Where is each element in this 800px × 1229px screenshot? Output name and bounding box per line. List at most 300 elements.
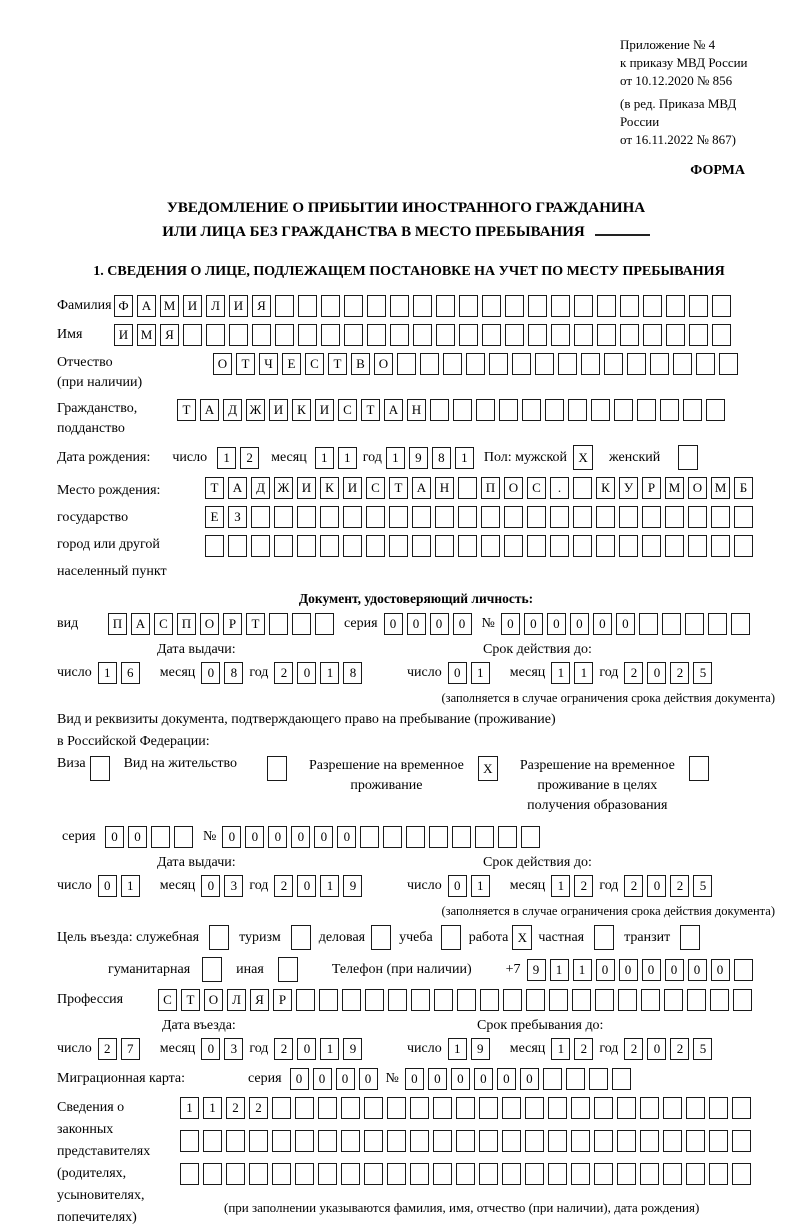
char-cell[interactable]: 0 — [297, 875, 316, 897]
char-cell[interactable] — [528, 295, 547, 317]
char-cell[interactable]: 0 — [451, 1068, 470, 1090]
char-cell[interactable]: 9 — [527, 959, 546, 981]
char-cell[interactable]: Д — [251, 477, 270, 499]
char-cell[interactable] — [502, 1130, 521, 1152]
char-cell[interactable] — [732, 1163, 751, 1185]
char-cell[interactable] — [683, 399, 702, 421]
char-cell[interactable] — [458, 477, 477, 499]
char-cell[interactable] — [297, 506, 316, 528]
char-cell[interactable]: 0 — [359, 1068, 378, 1090]
char-cell[interactable]: М — [137, 324, 156, 346]
char-cell[interactable] — [275, 324, 294, 346]
char-cell[interactable]: А — [228, 477, 247, 499]
char-cell[interactable] — [502, 1097, 521, 1119]
char-cell[interactable] — [456, 1130, 475, 1152]
char-cell[interactable]: И — [114, 324, 133, 346]
char-cell[interactable] — [594, 1163, 613, 1185]
char-cell[interactable] — [733, 989, 752, 1011]
char-cell[interactable]: 1 — [217, 447, 236, 469]
char-cell[interactable] — [203, 1130, 222, 1152]
char-cell[interactable] — [410, 1130, 429, 1152]
char-cell[interactable]: 0 — [593, 613, 612, 635]
char-cell[interactable] — [663, 1097, 682, 1119]
char-cell[interactable] — [604, 353, 623, 375]
char-cell[interactable]: М — [665, 477, 684, 499]
char-cell[interactable]: 2 — [249, 1097, 268, 1119]
char-cell[interactable]: 2 — [624, 662, 643, 684]
char-cell[interactable] — [706, 399, 725, 421]
char-cell[interactable] — [627, 353, 646, 375]
char-cell[interactable] — [412, 506, 431, 528]
char-cell[interactable] — [275, 295, 294, 317]
char-cell[interactable]: 0 — [245, 826, 264, 848]
char-cell[interactable] — [343, 535, 362, 557]
char-cell[interactable] — [226, 1163, 245, 1185]
char-cell[interactable]: С — [305, 353, 324, 375]
char-cell[interactable] — [711, 535, 730, 557]
char-cell[interactable] — [660, 399, 679, 421]
char-cell[interactable]: Л — [206, 295, 225, 317]
char-cell[interactable]: 1 — [551, 1038, 570, 1060]
char-cell[interactable] — [617, 1097, 636, 1119]
char-cell[interactable] — [249, 1130, 268, 1152]
char-cell[interactable]: Р — [223, 613, 242, 635]
char-cell[interactable] — [453, 399, 472, 421]
char-cell[interactable] — [545, 399, 564, 421]
purpose-business-checkbox[interactable] — [371, 925, 391, 950]
char-cell[interactable] — [272, 1097, 291, 1119]
char-cell[interactable] — [499, 399, 518, 421]
char-cell[interactable] — [412, 535, 431, 557]
char-cell[interactable]: К — [292, 399, 311, 421]
char-cell[interactable] — [643, 295, 662, 317]
char-cell[interactable] — [456, 1097, 475, 1119]
char-cell[interactable]: Я — [252, 295, 271, 317]
char-cell[interactable] — [662, 613, 681, 635]
char-cell[interactable] — [433, 1097, 452, 1119]
char-cell[interactable] — [527, 506, 546, 528]
char-cell[interactable]: Д — [223, 399, 242, 421]
char-cell[interactable] — [251, 506, 270, 528]
char-cell[interactable] — [550, 535, 569, 557]
char-cell[interactable] — [433, 1163, 452, 1185]
char-cell[interactable]: Т — [236, 353, 255, 375]
char-cell[interactable]: З — [228, 506, 247, 528]
char-cell[interactable] — [479, 1130, 498, 1152]
char-cell[interactable]: 0 — [711, 959, 730, 981]
char-cell[interactable] — [620, 295, 639, 317]
char-cell[interactable]: М — [711, 477, 730, 499]
char-cell[interactable] — [640, 1097, 659, 1119]
char-cell[interactable]: В — [351, 353, 370, 375]
char-cell[interactable] — [366, 506, 385, 528]
char-cell[interactable] — [666, 295, 685, 317]
char-cell[interactable]: 0 — [448, 875, 467, 897]
char-cell[interactable]: 0 — [291, 826, 310, 848]
char-cell[interactable]: 2 — [624, 875, 643, 897]
char-cell[interactable] — [475, 826, 494, 848]
char-cell[interactable]: 1 — [471, 875, 490, 897]
char-cell[interactable] — [344, 324, 363, 346]
char-cell[interactable] — [596, 506, 615, 528]
char-cell[interactable]: 1 — [320, 1038, 339, 1060]
char-cell[interactable] — [687, 989, 706, 1011]
char-cell[interactable] — [298, 324, 317, 346]
char-cell[interactable]: 0 — [384, 613, 403, 635]
char-cell[interactable] — [731, 613, 750, 635]
char-cell[interactable] — [535, 353, 554, 375]
char-cell[interactable]: 0 — [336, 1068, 355, 1090]
char-cell[interactable] — [420, 353, 439, 375]
char-cell[interactable] — [252, 324, 271, 346]
char-cell[interactable] — [272, 1163, 291, 1185]
char-cell[interactable] — [295, 1130, 314, 1152]
char-cell[interactable]: 9 — [343, 875, 362, 897]
char-cell[interactable] — [274, 506, 293, 528]
char-cell[interactable] — [614, 399, 633, 421]
char-cell[interactable] — [366, 535, 385, 557]
char-cell[interactable] — [387, 1097, 406, 1119]
char-cell[interactable]: 2 — [274, 875, 293, 897]
char-cell[interactable] — [480, 989, 499, 1011]
char-cell[interactable]: Б — [734, 477, 753, 499]
char-cell[interactable]: 0 — [642, 959, 661, 981]
char-cell[interactable] — [360, 826, 379, 848]
char-cell[interactable]: 0 — [98, 875, 117, 897]
char-cell[interactable] — [551, 295, 570, 317]
char-cell[interactable]: 2 — [98, 1038, 117, 1060]
char-cell[interactable]: 0 — [105, 826, 124, 848]
char-cell[interactable] — [597, 295, 616, 317]
char-cell[interactable]: 2 — [670, 875, 689, 897]
char-cell[interactable] — [502, 1163, 521, 1185]
char-cell[interactable]: Т — [328, 353, 347, 375]
char-cell[interactable] — [709, 1130, 728, 1152]
char-cell[interactable] — [292, 613, 311, 635]
char-cell[interactable] — [206, 324, 225, 346]
char-cell[interactable] — [388, 989, 407, 1011]
char-cell[interactable] — [459, 295, 478, 317]
char-cell[interactable]: 1 — [471, 662, 490, 684]
sex-female-checkbox[interactable] — [678, 445, 698, 470]
char-cell[interactable] — [642, 535, 661, 557]
char-cell[interactable] — [320, 535, 339, 557]
char-cell[interactable]: А — [412, 477, 431, 499]
char-cell[interactable] — [591, 399, 610, 421]
char-cell[interactable]: С — [527, 477, 546, 499]
char-cell[interactable]: 0 — [501, 613, 520, 635]
char-cell[interactable] — [341, 1097, 360, 1119]
char-cell[interactable]: Е — [282, 353, 301, 375]
char-cell[interactable] — [318, 1097, 337, 1119]
char-cell[interactable]: С — [338, 399, 357, 421]
char-cell[interactable]: 1 — [448, 1038, 467, 1060]
char-cell[interactable] — [525, 1130, 544, 1152]
char-cell[interactable] — [406, 826, 425, 848]
char-cell[interactable] — [612, 1068, 631, 1090]
char-cell[interactable] — [367, 295, 386, 317]
char-cell[interactable] — [229, 324, 248, 346]
char-cell[interactable] — [566, 1068, 585, 1090]
char-cell[interactable] — [435, 535, 454, 557]
char-cell[interactable] — [503, 989, 522, 1011]
visa-checkbox[interactable] — [90, 756, 110, 781]
char-cell[interactable]: О — [504, 477, 523, 499]
char-cell[interactable]: 0 — [616, 613, 635, 635]
char-cell[interactable]: И — [183, 295, 202, 317]
char-cell[interactable]: 0 — [313, 1068, 332, 1090]
char-cell[interactable] — [686, 1163, 705, 1185]
char-cell[interactable]: О — [213, 353, 232, 375]
char-cell[interactable] — [482, 324, 501, 346]
char-cell[interactable]: 1 — [180, 1097, 199, 1119]
char-cell[interactable] — [429, 826, 448, 848]
char-cell[interactable] — [203, 1163, 222, 1185]
char-cell[interactable] — [596, 535, 615, 557]
char-cell[interactable] — [343, 506, 362, 528]
char-cell[interactable] — [639, 613, 658, 635]
char-cell[interactable] — [673, 353, 692, 375]
char-cell[interactable] — [665, 535, 684, 557]
char-cell[interactable] — [573, 477, 592, 499]
char-cell[interactable] — [619, 535, 638, 557]
char-cell[interactable]: 0 — [524, 613, 543, 635]
char-cell[interactable]: 0 — [201, 1038, 220, 1060]
char-cell[interactable]: Р — [273, 989, 292, 1011]
char-cell[interactable] — [251, 535, 270, 557]
char-cell[interactable]: Я — [160, 324, 179, 346]
char-cell[interactable]: 0 — [520, 1068, 539, 1090]
char-cell[interactable]: 2 — [274, 662, 293, 684]
char-cell[interactable]: М — [160, 295, 179, 317]
char-cell[interactable]: 0 — [570, 613, 589, 635]
char-cell[interactable] — [226, 1130, 245, 1152]
char-cell[interactable]: 0 — [647, 875, 666, 897]
char-cell[interactable] — [297, 535, 316, 557]
char-cell[interactable]: 0 — [619, 959, 638, 981]
char-cell[interactable]: 9 — [471, 1038, 490, 1060]
char-cell[interactable] — [512, 353, 531, 375]
char-cell[interactable]: Л — [227, 989, 246, 1011]
char-cell[interactable] — [712, 295, 731, 317]
char-cell[interactable]: 1 — [551, 875, 570, 897]
char-cell[interactable] — [522, 399, 541, 421]
char-cell[interactable]: К — [320, 477, 339, 499]
char-cell[interactable] — [456, 1163, 475, 1185]
char-cell[interactable] — [479, 1097, 498, 1119]
char-cell[interactable]: И — [343, 477, 362, 499]
char-cell[interactable]: 8 — [224, 662, 243, 684]
char-cell[interactable] — [249, 1163, 268, 1185]
char-cell[interactable] — [433, 1130, 452, 1152]
char-cell[interactable]: 5 — [693, 662, 712, 684]
char-cell[interactable] — [650, 353, 669, 375]
char-cell[interactable]: 1 — [550, 959, 569, 981]
char-cell[interactable] — [710, 989, 729, 1011]
char-cell[interactable] — [390, 324, 409, 346]
char-cell[interactable] — [228, 535, 247, 557]
char-cell[interactable] — [550, 506, 569, 528]
char-cell[interactable] — [595, 989, 614, 1011]
char-cell[interactable]: 1 — [320, 875, 339, 897]
char-cell[interactable] — [413, 295, 432, 317]
char-cell[interactable]: Т — [177, 399, 196, 421]
char-cell[interactable] — [548, 1130, 567, 1152]
char-cell[interactable] — [581, 353, 600, 375]
char-cell[interactable] — [430, 399, 449, 421]
char-cell[interactable]: П — [177, 613, 196, 635]
char-cell[interactable] — [685, 613, 704, 635]
char-cell[interactable]: Т — [389, 477, 408, 499]
char-cell[interactable] — [458, 535, 477, 557]
char-cell[interactable] — [525, 1163, 544, 1185]
char-cell[interactable] — [571, 1130, 590, 1152]
char-cell[interactable]: Т — [181, 989, 200, 1011]
char-cell[interactable] — [549, 989, 568, 1011]
char-cell[interactable] — [318, 1130, 337, 1152]
char-cell[interactable] — [619, 506, 638, 528]
char-cell[interactable] — [436, 324, 455, 346]
char-cell[interactable]: С — [154, 613, 173, 635]
char-cell[interactable]: С — [366, 477, 385, 499]
char-cell[interactable] — [295, 1097, 314, 1119]
char-cell[interactable]: 8 — [432, 447, 451, 469]
char-cell[interactable] — [719, 353, 738, 375]
char-cell[interactable]: 2 — [670, 662, 689, 684]
char-cell[interactable] — [321, 295, 340, 317]
char-cell[interactable]: Н — [407, 399, 426, 421]
char-cell[interactable]: 1 — [121, 875, 140, 897]
char-cell[interactable]: Е — [205, 506, 224, 528]
char-cell[interactable] — [315, 613, 334, 635]
char-cell[interactable]: Я — [250, 989, 269, 1011]
char-cell[interactable]: 0 — [665, 959, 684, 981]
char-cell[interactable] — [573, 535, 592, 557]
char-cell[interactable]: 0 — [430, 613, 449, 635]
char-cell[interactable]: 2 — [574, 875, 593, 897]
char-cell[interactable] — [504, 535, 523, 557]
char-cell[interactable] — [732, 1130, 751, 1152]
char-cell[interactable]: Т — [205, 477, 224, 499]
char-cell[interactable] — [389, 506, 408, 528]
char-cell[interactable] — [365, 989, 384, 1011]
char-cell[interactable]: Р — [642, 477, 661, 499]
purpose-private-checkbox[interactable] — [594, 925, 614, 950]
char-cell[interactable]: 1 — [315, 447, 334, 469]
char-cell[interactable] — [548, 1097, 567, 1119]
char-cell[interactable] — [548, 1163, 567, 1185]
char-cell[interactable]: И — [297, 477, 316, 499]
char-cell[interactable]: 1 — [386, 447, 405, 469]
char-cell[interactable] — [459, 324, 478, 346]
char-cell[interactable]: 8 — [343, 662, 362, 684]
char-cell[interactable] — [504, 506, 523, 528]
char-cell[interactable] — [734, 959, 753, 981]
char-cell[interactable] — [458, 506, 477, 528]
char-cell[interactable]: . — [550, 477, 569, 499]
char-cell[interactable] — [476, 399, 495, 421]
char-cell[interactable]: 1 — [551, 662, 570, 684]
char-cell[interactable] — [558, 353, 577, 375]
char-cell[interactable] — [525, 1097, 544, 1119]
char-cell[interactable]: 2 — [240, 447, 259, 469]
char-cell[interactable]: 1 — [574, 662, 593, 684]
char-cell[interactable] — [180, 1163, 199, 1185]
char-cell[interactable] — [640, 1130, 659, 1152]
char-cell[interactable] — [389, 535, 408, 557]
char-cell[interactable] — [618, 989, 637, 1011]
char-cell[interactable] — [174, 826, 193, 848]
char-cell[interactable]: 0 — [474, 1068, 493, 1090]
char-cell[interactable] — [689, 324, 708, 346]
char-cell[interactable] — [689, 295, 708, 317]
char-cell[interactable]: К — [596, 477, 615, 499]
char-cell[interactable] — [696, 353, 715, 375]
char-cell[interactable] — [457, 989, 476, 1011]
char-cell[interactable] — [364, 1163, 383, 1185]
char-cell[interactable]: 9 — [343, 1038, 362, 1060]
char-cell[interactable] — [321, 324, 340, 346]
char-cell[interactable] — [637, 399, 656, 421]
char-cell[interactable]: Т — [246, 613, 265, 635]
char-cell[interactable]: И — [315, 399, 334, 421]
purpose-humanitarian-checkbox[interactable] — [202, 957, 222, 982]
char-cell[interactable]: О — [200, 613, 219, 635]
char-cell[interactable] — [528, 324, 547, 346]
char-cell[interactable]: О — [688, 477, 707, 499]
char-cell[interactable] — [734, 535, 753, 557]
char-cell[interactable]: 2 — [274, 1038, 293, 1060]
char-cell[interactable] — [436, 295, 455, 317]
char-cell[interactable] — [574, 324, 593, 346]
char-cell[interactable]: 3 — [224, 875, 243, 897]
char-cell[interactable]: 0 — [268, 826, 287, 848]
char-cell[interactable]: Н — [435, 477, 454, 499]
char-cell[interactable]: 0 — [201, 662, 220, 684]
char-cell[interactable] — [272, 1130, 291, 1152]
char-cell[interactable]: Ф — [114, 295, 133, 317]
char-cell[interactable] — [597, 324, 616, 346]
char-cell[interactable] — [571, 1163, 590, 1185]
char-cell[interactable] — [479, 1163, 498, 1185]
char-cell[interactable] — [298, 295, 317, 317]
char-cell[interactable]: 0 — [688, 959, 707, 981]
char-cell[interactable] — [489, 353, 508, 375]
char-cell[interactable] — [709, 1163, 728, 1185]
char-cell[interactable] — [481, 506, 500, 528]
char-cell[interactable] — [712, 324, 731, 346]
char-cell[interactable] — [594, 1130, 613, 1152]
char-cell[interactable] — [688, 535, 707, 557]
char-cell[interactable] — [183, 324, 202, 346]
purpose-transit-checkbox[interactable] — [680, 925, 700, 950]
char-cell[interactable]: 0 — [337, 826, 356, 848]
char-cell[interactable] — [342, 989, 361, 1011]
sex-male-checkbox[interactable]: X — [573, 445, 593, 470]
char-cell[interactable] — [594, 1097, 613, 1119]
char-cell[interactable]: Ж — [246, 399, 265, 421]
char-cell[interactable]: 1 — [455, 447, 474, 469]
char-cell[interactable]: 2 — [624, 1038, 643, 1060]
char-cell[interactable]: С — [158, 989, 177, 1011]
char-cell[interactable] — [573, 506, 592, 528]
char-cell[interactable] — [387, 1163, 406, 1185]
char-cell[interactable] — [498, 826, 517, 848]
char-cell[interactable] — [686, 1130, 705, 1152]
char-cell[interactable] — [620, 324, 639, 346]
char-cell[interactable]: 7 — [121, 1038, 140, 1060]
char-cell[interactable] — [452, 826, 471, 848]
